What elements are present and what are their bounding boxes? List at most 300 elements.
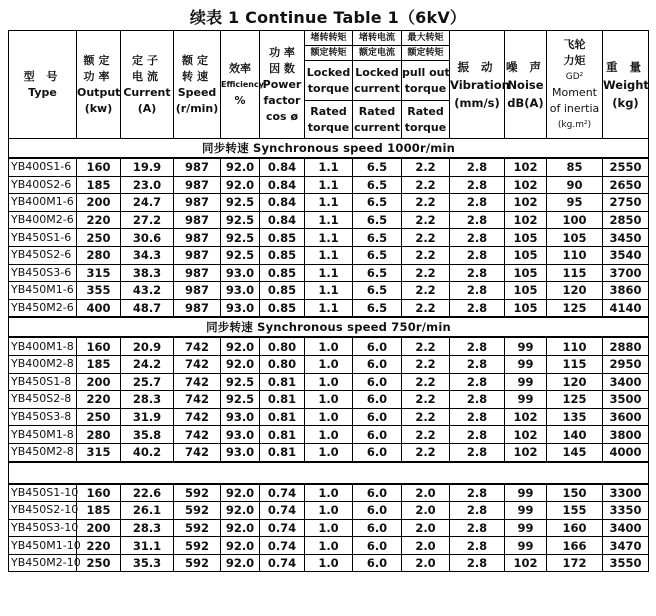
cell-output: 250	[77, 408, 121, 426]
cell-output: 200	[77, 373, 121, 391]
cell-locked-current: 6.0	[353, 373, 402, 391]
header-efficiency-cn: 效率	[229, 61, 251, 75]
cell-output: 220	[77, 537, 121, 555]
header-speed-en: Speed	[177, 85, 217, 99]
cell-type: YB450S2-10	[9, 502, 77, 520]
cell-power-factor: 0.85	[260, 246, 305, 264]
cell-speed: 987	[174, 246, 221, 264]
header-weight-unit: (kg)	[612, 95, 639, 110]
cell-weight: 2950	[603, 355, 649, 373]
cell-noise: 102	[505, 408, 547, 426]
cell-pullout-torque: 2.0	[402, 484, 450, 502]
header-pf-cn1: 功 率	[269, 45, 295, 59]
cell-noise: 99	[505, 391, 547, 409]
header-gd2-en2: of inertia	[549, 101, 600, 115]
cell-locked-current: 6.5	[353, 194, 402, 212]
cell-pullout-torque: 2.0	[402, 537, 450, 555]
table-row	[9, 176, 649, 194]
header-efficiency-en: Efficiency	[221, 79, 264, 89]
cell-speed: 592	[174, 537, 221, 555]
cell-pullout-torque: 2.2	[402, 426, 450, 444]
cell-efficiency: 92.0	[221, 337, 260, 355]
header-lt-en2: torque	[307, 81, 350, 95]
table-row	[9, 229, 649, 247]
header-pullout-torque-rated	[402, 101, 450, 139]
cell-current: 28.3	[121, 519, 174, 537]
cell-current: 48.7	[121, 299, 174, 317]
cell-noise: 105	[505, 246, 547, 264]
cell-pullout-torque: 2.2	[402, 443, 450, 461]
cell-speed: 592	[174, 502, 221, 520]
cell-noise: 99	[505, 484, 547, 502]
cell-vibration: 2.8	[450, 194, 505, 212]
header-power-factor	[260, 31, 305, 139]
cell-locked-torque: 1.0	[305, 426, 353, 444]
cell-locked-current: 6.0	[353, 537, 402, 555]
cell-power-factor: 0.74	[260, 484, 305, 502]
cell-current: 38.3	[121, 264, 174, 282]
cell-vibration: 2.8	[450, 211, 505, 229]
cell-weight: 3600	[603, 408, 649, 426]
cell-locked-torque: 1.0	[305, 373, 353, 391]
header-lt-cn2: 额定转矩	[310, 48, 347, 58]
header-pullout-torque-en	[402, 61, 450, 101]
cell-efficiency: 93.0	[221, 299, 260, 317]
cell-pullout-torque: 2.2	[402, 391, 450, 409]
cell-vibration: 2.8	[450, 502, 505, 520]
cell-efficiency: 93.0	[221, 443, 260, 461]
cell-locked-current: 6.0	[353, 337, 402, 355]
cell-pullout-torque: 2.2	[402, 176, 450, 194]
cell-gd2: 172	[547, 554, 603, 572]
cell-locked-torque: 1.1	[305, 176, 353, 194]
cell-current: 24.2	[121, 355, 174, 373]
table-row	[9, 299, 649, 317]
cell-type: YB450S3-10	[9, 519, 77, 537]
cell-gd2: 105	[547, 229, 603, 247]
cell-locked-current: 6.0	[353, 502, 402, 520]
cell-locked-torque: 1.0	[305, 443, 353, 461]
cell-weight: 3450	[603, 229, 649, 247]
table-row	[9, 519, 649, 537]
header-locked-torque-cn	[305, 31, 353, 61]
header-type-cn: 型 号	[23, 69, 62, 83]
header-current-en: Current	[123, 85, 171, 99]
cell-efficiency: 92.0	[221, 537, 260, 555]
cell-noise: 99	[505, 502, 547, 520]
cell-speed: 987	[174, 176, 221, 194]
table-row	[9, 443, 649, 461]
cell-output: 160	[77, 337, 121, 355]
cell-vibration: 2.8	[450, 299, 505, 317]
cell-power-factor: 0.85	[260, 282, 305, 300]
cell-power-factor: 0.85	[260, 229, 305, 247]
cell-power-factor: 0.84	[260, 158, 305, 176]
header-lc-cn2: 额定电流	[358, 48, 395, 58]
cell-current: 22.6	[121, 484, 174, 502]
cell-gd2: 166	[547, 537, 603, 555]
cell-type: YB400M1-8	[9, 337, 77, 355]
header-current-unit: (A)	[137, 101, 157, 115]
cell-pullout-torque: 2.0	[402, 519, 450, 537]
cell-current: 30.6	[121, 229, 174, 247]
cell-speed: 987	[174, 264, 221, 282]
header-pf-en2: factor	[263, 93, 301, 107]
cell-gd2: 110	[547, 337, 603, 355]
cell-noise: 99	[505, 373, 547, 391]
cell-gd2: 160	[547, 519, 603, 537]
cell-locked-current: 6.5	[353, 158, 402, 176]
cell-type: YB450S1-8	[9, 373, 77, 391]
cell-power-factor: 0.80	[260, 355, 305, 373]
cell-noise: 105	[505, 264, 547, 282]
cell-output: 160	[77, 484, 121, 502]
cell-current: 34.3	[121, 246, 174, 264]
cell-locked-current: 6.5	[353, 229, 402, 247]
cell-locked-torque: 1.0	[305, 391, 353, 409]
cell-speed: 742	[174, 426, 221, 444]
cell-power-factor: 0.85	[260, 264, 305, 282]
cell-vibration: 2.8	[450, 158, 505, 176]
cell-type: YB450M1-8	[9, 426, 77, 444]
cell-locked-torque: 1.0	[305, 484, 353, 502]
cell-gd2: 110	[547, 246, 603, 264]
cell-vibration: 2.8	[450, 537, 505, 555]
cell-locked-current: 6.5	[353, 176, 402, 194]
cell-locked-current: 6.5	[353, 299, 402, 317]
header-noise-unit: dB(A)	[507, 95, 544, 110]
spec-table	[8, 30, 649, 572]
cell-vibration: 2.8	[450, 554, 505, 572]
cell-type: YB400M2-8	[9, 355, 77, 373]
cell-vibration: 2.8	[450, 519, 505, 537]
cell-power-factor: 0.74	[260, 537, 305, 555]
cell-speed: 987	[174, 158, 221, 176]
header-weight	[603, 31, 649, 139]
cell-efficiency: 92.5	[221, 246, 260, 264]
cell-efficiency: 93.0	[221, 426, 260, 444]
cell-locked-torque: 1.0	[305, 554, 353, 572]
cell-efficiency: 92.0	[221, 502, 260, 520]
cell-locked-torque: 1.0	[305, 337, 353, 355]
cell-speed: 987	[174, 194, 221, 212]
cell-type: YB450S3-8	[9, 408, 77, 426]
header-efficiency	[221, 31, 264, 139]
header-vibration-unit: (mm/s)	[454, 95, 500, 110]
header-gd2-cn2: 力矩	[563, 53, 586, 67]
cell-vibration: 2.8	[450, 337, 505, 355]
cell-type: YB450M2-6	[9, 299, 77, 317]
table-row	[9, 502, 649, 520]
table-row	[9, 554, 649, 572]
cell-speed: 592	[174, 519, 221, 537]
cell-gd2: 85	[547, 158, 603, 176]
header-type-en: Type	[28, 85, 57, 99]
cell-efficiency: 92.0	[221, 554, 260, 572]
group-label	[9, 462, 649, 484]
cell-efficiency: 92.5	[221, 194, 260, 212]
cell-speed: 742	[174, 391, 221, 409]
cell-pullout-torque: 2.2	[402, 282, 450, 300]
header-lt-cn1: 堵转转矩	[305, 31, 352, 46]
cell-efficiency: 92.0	[221, 158, 260, 176]
cell-locked-current: 6.0	[353, 391, 402, 409]
header-efficiency-unit: %	[234, 93, 246, 107]
cell-type: YB450S2-8	[9, 391, 77, 409]
cell-noise: 102	[505, 176, 547, 194]
cell-weight: 3540	[603, 246, 649, 264]
table-row	[9, 158, 649, 176]
cell-output: 200	[77, 194, 121, 212]
cell-type: YB450S2-6	[9, 246, 77, 264]
cell-locked-torque: 1.1	[305, 299, 353, 317]
cell-locked-torque: 1.1	[305, 282, 353, 300]
header-weight-en: Weight	[603, 77, 649, 92]
header-locked-torque-rated	[305, 101, 353, 139]
header-noise	[505, 31, 547, 139]
cell-type: YB400S2-6	[9, 176, 77, 194]
cell-vibration: 2.8	[450, 373, 505, 391]
cell-pullout-torque: 2.2	[402, 158, 450, 176]
cell-efficiency: 93.0	[221, 264, 260, 282]
table-row	[9, 282, 649, 300]
cell-locked-torque: 1.1	[305, 158, 353, 176]
cell-current: 27.2	[121, 211, 174, 229]
header-pf-en3: cos ø	[265, 109, 298, 123]
table-row	[9, 484, 649, 502]
cell-pullout-torque: 2.2	[402, 264, 450, 282]
table-title: 续表 1 Continue Table 1（6kV）	[189, 8, 467, 27]
cell-noise: 99	[505, 355, 547, 373]
cell-output: 355	[77, 282, 121, 300]
cell-power-factor: 0.80	[260, 337, 305, 355]
cell-speed: 987	[174, 211, 221, 229]
header-pf-en1: Power	[262, 77, 302, 91]
cell-output: 220	[77, 391, 121, 409]
header-noise-cn: 噪 声	[505, 59, 545, 74]
cell-current: 35.8	[121, 426, 174, 444]
cell-power-factor: 0.81	[260, 443, 305, 461]
cell-vibration: 2.8	[450, 408, 505, 426]
cell-speed: 987	[174, 299, 221, 317]
cell-pullout-torque: 2.2	[402, 337, 450, 355]
cell-weight: 2750	[603, 194, 649, 212]
cell-locked-torque: 1.1	[305, 246, 353, 264]
cell-type: YB450M2-10	[9, 554, 77, 572]
header-lc-en2: current	[354, 81, 400, 95]
cell-pullout-torque: 2.2	[402, 373, 450, 391]
cell-output: 185	[77, 176, 121, 194]
cell-efficiency: 93.0	[221, 408, 260, 426]
cell-noise: 99	[505, 337, 547, 355]
header-pullout-torque-cn	[402, 31, 450, 61]
cell-current: 19.9	[121, 158, 174, 176]
cell-type: YB450S3-6	[9, 264, 77, 282]
cell-efficiency: 92.5	[221, 391, 260, 409]
cell-type: YB400S1-6	[9, 158, 77, 176]
cell-vibration: 2.8	[450, 355, 505, 373]
cell-power-factor: 0.74	[260, 519, 305, 537]
cell-noise: 99	[505, 537, 547, 555]
cell-vibration: 2.8	[450, 391, 505, 409]
cell-pullout-torque: 2.2	[402, 194, 450, 212]
cell-weight: 3860	[603, 282, 649, 300]
cell-locked-current: 6.0	[353, 484, 402, 502]
header-lc-cn1: 堵转电流	[353, 31, 401, 46]
cell-weight: 3300	[603, 484, 649, 502]
cell-weight: 2550	[603, 158, 649, 176]
cell-type: YB400M2-6	[9, 211, 77, 229]
cell-weight: 4000	[603, 443, 649, 461]
header-pt-en1: pull out	[402, 65, 450, 79]
header-speed-unit: (r/min)	[175, 101, 219, 115]
cell-noise: 105	[505, 229, 547, 247]
table-row	[9, 355, 649, 373]
header-weight-cn: 重 量	[605, 59, 645, 74]
cell-locked-torque: 1.0	[305, 408, 353, 426]
cell-weight: 3400	[603, 519, 649, 537]
cell-locked-current: 6.0	[353, 426, 402, 444]
cell-pullout-torque: 2.2	[402, 246, 450, 264]
cell-gd2: 90	[547, 176, 603, 194]
cell-noise: 102	[505, 554, 547, 572]
cell-vibration: 2.8	[450, 246, 505, 264]
table-row	[9, 194, 649, 212]
cell-weight: 3700	[603, 264, 649, 282]
cell-gd2: 150	[547, 484, 603, 502]
cell-gd2: 125	[547, 299, 603, 317]
cell-output: 160	[77, 158, 121, 176]
cell-locked-torque: 1.1	[305, 194, 353, 212]
header-output	[77, 31, 121, 139]
cell-locked-torque: 1.0	[305, 502, 353, 520]
cell-weight: 3350	[603, 502, 649, 520]
cell-weight: 2650	[603, 176, 649, 194]
cell-locked-torque: 1.1	[305, 264, 353, 282]
cell-noise: 99	[505, 519, 547, 537]
cell-gd2: 155	[547, 502, 603, 520]
cell-locked-current: 6.0	[353, 355, 402, 373]
cell-noise: 105	[505, 299, 547, 317]
cell-noise: 102	[505, 211, 547, 229]
cell-current: 31.9	[121, 408, 174, 426]
cell-power-factor: 0.84	[260, 211, 305, 229]
header-locked-current-rated	[353, 101, 402, 139]
cell-locked-current: 6.0	[353, 443, 402, 461]
cell-power-factor: 0.81	[260, 391, 305, 409]
cell-locked-current: 6.5	[353, 211, 402, 229]
cell-locked-torque: 1.0	[305, 355, 353, 373]
header-pt-cn2: 额定转矩	[407, 48, 444, 58]
header-lt-rated2: torque	[307, 120, 350, 134]
cell-vibration: 2.8	[450, 426, 505, 444]
group-label: 同步转速 Synchronous speed 750r/min	[9, 317, 649, 337]
cell-locked-current: 6.0	[353, 408, 402, 426]
header-gd2-cn1: 飞轮	[563, 37, 586, 51]
header-pf-cn2: 因 数	[269, 61, 295, 75]
cell-weight: 3550	[603, 554, 649, 572]
cell-pullout-torque: 2.2	[402, 299, 450, 317]
cell-locked-current: 6.0	[353, 519, 402, 537]
header-speed	[174, 31, 221, 139]
cell-noise: 102	[505, 194, 547, 212]
table-row	[9, 408, 649, 426]
cell-type: YB450M1-10	[9, 537, 77, 555]
header-locked-current-en	[353, 61, 402, 101]
cell-weight: 2880	[603, 337, 649, 355]
cell-gd2: 115	[547, 264, 603, 282]
cell-efficiency: 92.0	[221, 519, 260, 537]
table-row	[9, 211, 649, 229]
cell-locked-current: 6.5	[353, 282, 402, 300]
cell-speed: 987	[174, 229, 221, 247]
group-row	[9, 462, 649, 484]
header-type	[9, 31, 77, 139]
header-output-unit: (kw)	[84, 101, 113, 115]
cell-gd2: 120	[547, 282, 603, 300]
header-lc-rated1: Rated	[358, 104, 396, 118]
cell-vibration: 2.8	[450, 282, 505, 300]
cell-speed: 742	[174, 373, 221, 391]
table-row	[9, 337, 649, 355]
cell-weight: 3400	[603, 373, 649, 391]
header-lt-rated1: Rated	[310, 104, 347, 118]
header-vibration-en: Vibration	[450, 77, 510, 92]
table-row	[9, 391, 649, 409]
header-current-cn1: 定子	[132, 53, 162, 67]
group-label: 同步转速 Synchronous speed 1000r/min	[9, 139, 649, 159]
cell-locked-torque: 1.1	[305, 229, 353, 247]
cell-vibration: 2.8	[450, 264, 505, 282]
cell-speed: 742	[174, 408, 221, 426]
cell-output: 250	[77, 554, 121, 572]
cell-gd2: 115	[547, 355, 603, 373]
cell-gd2: 140	[547, 426, 603, 444]
cell-output: 280	[77, 426, 121, 444]
cell-speed: 592	[174, 484, 221, 502]
cell-vibration: 2.8	[450, 443, 505, 461]
cell-power-factor: 0.81	[260, 373, 305, 391]
cell-current: 43.2	[121, 282, 174, 300]
header-output-cn2: 功率	[83, 69, 114, 83]
cell-locked-current: 6.5	[353, 264, 402, 282]
cell-power-factor: 0.85	[260, 299, 305, 317]
cell-current: 23.0	[121, 176, 174, 194]
cell-locked-current: 6.5	[353, 246, 402, 264]
cell-output: 200	[77, 519, 121, 537]
header-lc-rated2: current	[354, 120, 400, 134]
header-locked-torque-en	[305, 61, 353, 101]
cell-weight: 3500	[603, 391, 649, 409]
cell-efficiency: 93.0	[221, 282, 260, 300]
cell-power-factor: 0.84	[260, 176, 305, 194]
header-speed-cn2: 转速	[182, 69, 212, 83]
cell-weight: 3800	[603, 426, 649, 444]
cell-gd2: 100	[547, 211, 603, 229]
header-current	[121, 31, 174, 139]
cell-noise: 102	[505, 426, 547, 444]
cell-power-factor: 0.74	[260, 554, 305, 572]
header-speed-cn1: 额定	[182, 53, 212, 67]
cell-output: 220	[77, 211, 121, 229]
table-row	[9, 426, 649, 444]
header-current-cn2: 电流	[132, 69, 162, 83]
cell-speed: 742	[174, 443, 221, 461]
cell-output: 185	[77, 355, 121, 373]
header-vibration	[450, 31, 510, 139]
cell-gd2: 135	[547, 408, 603, 426]
cell-current: 20.9	[121, 337, 174, 355]
